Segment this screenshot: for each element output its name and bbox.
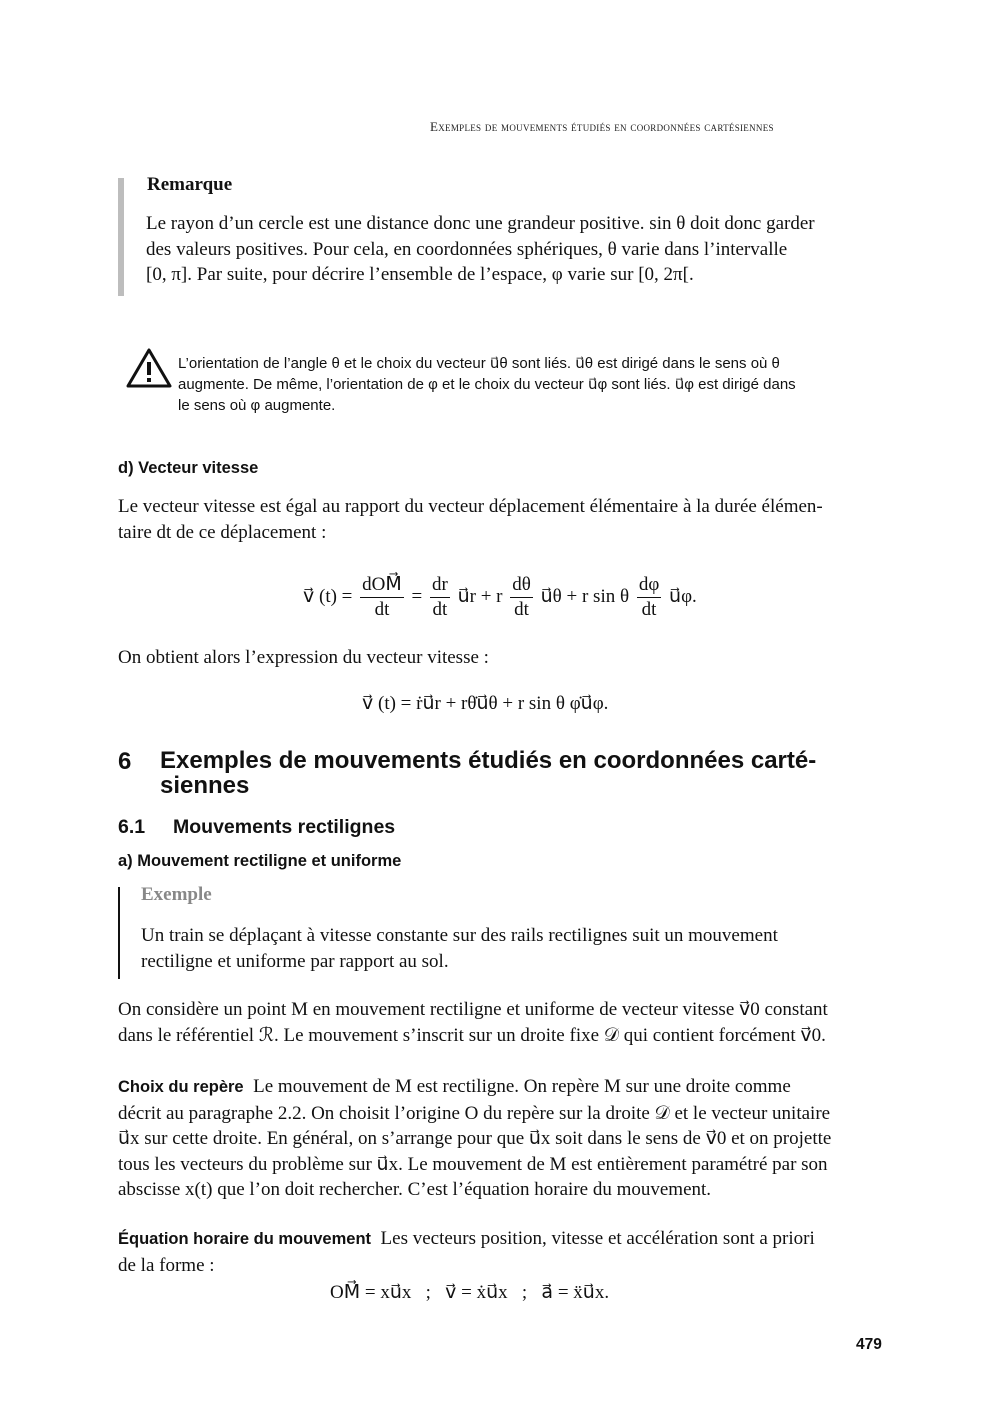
remark-line: [0, π]. Par suite, pour décrire l’ensemble de l’espace, φ varie sur [0, 2π[. (146, 264, 694, 285)
velocity-heading: d) Vecteur vitesse (118, 459, 259, 477)
section-6-title-line: siennes (160, 772, 250, 799)
page-number: 479 (856, 1336, 882, 1353)
runin-heading: Choix du repère (118, 1078, 244, 1096)
paragraph-line: abscisse x(t) que l’on doit rechercher. C’est l’équation horaire du mouvement. (118, 1179, 712, 1200)
example-body (141, 923, 866, 974)
section-6-title-line: Exemples de mouvements étudiés en coordonnées carté- (160, 747, 817, 774)
section-6-title (160, 748, 890, 798)
velocity-intro-line: taire dt de ce déplacement : (118, 521, 327, 543)
fraction-dr-dt: $\frac{dr}{dt}$ (432, 574, 448, 620)
section-6-1-title: Mouvements rectilignes (173, 816, 396, 838)
example-line: rectiligne et uniforme par rapport au sol. (141, 950, 449, 972)
warning-line: L’orientation de l’angle θ et le choix du vecteur u⃗θ sont liés. u⃗θ est dirigé dans le sens où θ (178, 355, 780, 372)
paragraph-line: tous les vecteurs du problème sur u⃗x. Le mouvement de M est entièrement paramétré par son (118, 1153, 828, 1175)
example-title: Exemple (141, 884, 212, 905)
warning-line: le sens où φ augmente. (178, 397, 336, 414)
paragraph-line: On considère un point M en mouvement rectiligne et uniforme de vecteur vitesse v⃗0 constant (118, 999, 828, 1020)
remark-body (146, 211, 868, 288)
paragraph-line: Équation horaire du mouvement Les vecteurs position, vitesse et accélération sont a priori (118, 1228, 815, 1249)
paragraph-line: décrit au paragraphe 2.2. On choisit l’origine O du repère sur la droite 𝒟 et le vecteur unitaire (118, 1102, 831, 1124)
paragraph-uniform-motion (118, 997, 886, 1048)
remark-line: des valeurs positives. Pour cela, en coordonnées sphériques, θ varie dans l’intervalle (146, 238, 788, 260)
eq1-term-uphi: u⃗φ. (669, 585, 697, 607)
fraction-dOM-dt: $\frac{\text{dOM⃗}}{dt}$ (362, 574, 402, 620)
warning-text (178, 353, 868, 416)
velocity-equation-1 (303, 573, 697, 622)
paragraph-line: de la forme : (118, 1254, 215, 1276)
paragraph-choix-repere (118, 1074, 886, 1203)
eq1-term-utheta: u⃗θ + r sin θ (540, 585, 630, 607)
fraction-dtheta-dt: $\frac{d\theta}{dt}$ (512, 574, 531, 620)
remark-line: Le rayon d’un cercle est une distance donc une grandeur positive. sin θ doit donc garder (146, 213, 815, 234)
eq1-lhs: v⃗ (t) = (303, 585, 353, 607)
running-header: Exemples de mouvements étudiés en coordonnées cartésiennes (430, 119, 774, 134)
paragraph-line: Choix du repère Le mouvement de M est rectiligne. On repère M sur une droite comme (118, 1076, 791, 1097)
paragraph-line: u⃗x sur cette droite. En général, on s’arrange pour que u⃗x soit dans le sens de v⃗0 et on projette (118, 1128, 832, 1149)
remark-title: Remarque (147, 174, 233, 195)
section-6-number: 6 (118, 748, 132, 775)
paragraph-line: dans le référentiel ℛ. Le mouvement s’inscrit sur un droite fixe 𝒟 qui contient forcément v⃗0. (118, 1024, 826, 1046)
warning-triangle-icon (126, 348, 172, 388)
example-line: Un train se déplaçant à vitesse constante sur des rails rectilignes suit un mouvement (141, 925, 778, 946)
velocity-intro (118, 494, 886, 545)
paragraph-equation-horaire (118, 1226, 886, 1278)
eq1-equals: = (411, 585, 423, 607)
fraction-dphi-dt: $\frac{d\varphi}{dt}$ (638, 574, 660, 620)
equation-position-velocity-acceleration: OM⃗ = xu⃗x ; v⃗ = ẋu⃗x ; a⃗ = ẍu⃗x. (330, 1282, 610, 1303)
eq1-term-ur: u⃗r + r (457, 585, 503, 607)
warning-line: augmente. De même, l’orientation de φ et le choix du vecteur u⃗φ sont liés. u⃗φ est dirigé dans (178, 376, 796, 393)
example-side-bar (118, 887, 120, 979)
velocity-equation-2: v⃗ (t) = ṙu⃗r + rθ̇u⃗θ + r sin θ φ̇u⃗φ. (362, 693, 609, 714)
runin-heading: Équation horaire du mouvement (118, 1230, 372, 1248)
velocity-then-text: On obtient alors l’expression du vecteur vitesse : (118, 647, 489, 668)
velocity-intro-line: Le vecteur vitesse est égal au rapport du vecteur déplacement élémentaire à la durée élémen- (118, 496, 823, 517)
remark-side-bar (118, 178, 124, 296)
section-6-1-number: 6.1 (118, 816, 146, 838)
subsection-a-heading: a) Mouvement rectiligne et uniforme (118, 852, 402, 870)
